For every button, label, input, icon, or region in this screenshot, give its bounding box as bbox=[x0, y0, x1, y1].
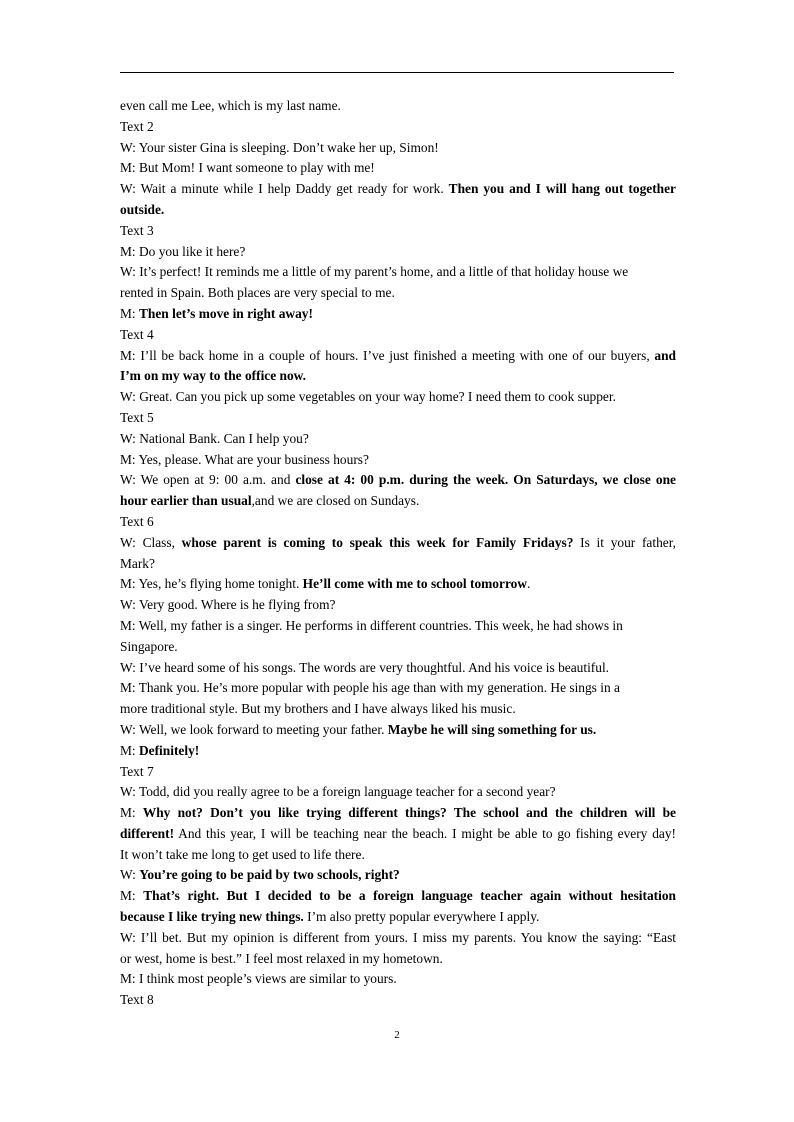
transcript-line bbox=[120, 699, 676, 720]
text-run: M: bbox=[120, 305, 139, 321]
text-run: W: National Bank. Can I help you? bbox=[120, 430, 309, 446]
transcript-line bbox=[120, 242, 676, 263]
transcript-line bbox=[120, 117, 676, 138]
text-run: M: Do you like it here? bbox=[120, 243, 246, 259]
transcript-line bbox=[120, 366, 676, 387]
bold-text: He’ll come with me to school tomorrow bbox=[302, 576, 528, 592]
transcript-line bbox=[120, 741, 676, 762]
text-run: I’m also pretty popular everywhere I apply. bbox=[303, 909, 540, 925]
transcript-line bbox=[120, 824, 676, 845]
transcript-line bbox=[120, 96, 676, 117]
text-run: M: I’ll be back home in a couple of hours. I’ve just finished a meeting with one of our buyers, bbox=[120, 347, 655, 363]
text-run: even call me Lee, which is my last name. bbox=[120, 98, 341, 113]
text-run: Text 6 bbox=[120, 513, 154, 529]
bold-text: close at 4: 00 p.m. during the week. On Saturdays, we close one bbox=[295, 472, 676, 488]
text-run: W: Great. Can you pick up some vegetables on your way home? I need them to cook supper. bbox=[120, 389, 616, 405]
transcript-line bbox=[120, 949, 676, 970]
bold-text: Then let’s move in right away! bbox=[138, 305, 313, 321]
bold-text: different! bbox=[120, 825, 175, 841]
transcript-line bbox=[120, 554, 676, 575]
text-run: M: I think most people’s views are similar to yours. bbox=[120, 971, 397, 987]
text-run: Text 2 bbox=[120, 118, 154, 134]
bold-text: outside. bbox=[120, 201, 165, 217]
text-run: Text 4 bbox=[120, 326, 154, 342]
bold-text: Maybe he will sing something for us. bbox=[387, 721, 597, 737]
transcript-line bbox=[120, 533, 676, 554]
transcript-line bbox=[120, 865, 676, 886]
bold-text: Why not? Don’t you like trying different things? The school and the children will be bbox=[142, 805, 677, 821]
transcript-line bbox=[120, 450, 676, 471]
text-run: M: But Mom! I want someone to play with me! bbox=[120, 160, 375, 176]
bold-text: hour earlier than usual bbox=[120, 493, 252, 509]
bold-text: You’re going to be paid by two schools, right? bbox=[139, 867, 400, 883]
header-rule bbox=[120, 72, 674, 73]
text-run: M: bbox=[120, 805, 143, 821]
transcript-line bbox=[120, 762, 676, 783]
transcript-line bbox=[120, 138, 676, 159]
transcript-line bbox=[120, 429, 676, 450]
transcript-line bbox=[120, 346, 676, 367]
text-run: more traditional style. But my brothers and I have always liked his music. bbox=[120, 701, 516, 717]
transcript-line bbox=[120, 658, 676, 679]
text-run: M: Yes, please. What are your business hours? bbox=[120, 451, 369, 467]
transcript-line bbox=[120, 512, 676, 533]
text-run: Text 5 bbox=[120, 409, 154, 425]
text-run: W: Well, we look forward to meeting your father. bbox=[120, 721, 388, 737]
transcript-line bbox=[120, 678, 676, 699]
text-run: Text 3 bbox=[120, 222, 154, 238]
text-run: ,and we are closed on Sundays. bbox=[251, 493, 420, 509]
transcript-body bbox=[120, 96, 676, 1011]
bold-text: Then you and I will hang out together bbox=[448, 181, 676, 197]
bold-text: and bbox=[654, 347, 676, 363]
text-run: Mark? bbox=[120, 555, 155, 571]
text-run: Text 8 bbox=[120, 992, 154, 1008]
text-run: And this year, I will be teaching near the beach. I might be able to go fishing every day! bbox=[174, 825, 676, 841]
text-run: W: Your sister Gina is sleeping. Don’t wake her up, Simon! bbox=[120, 139, 439, 155]
transcript-line bbox=[120, 221, 676, 242]
transcript-line bbox=[120, 637, 676, 658]
transcript-line bbox=[120, 491, 676, 512]
bold-text: whose parent is coming to speak this week for Family Fridays? bbox=[181, 534, 574, 550]
transcript-line bbox=[120, 616, 676, 637]
transcript-line bbox=[120, 845, 676, 866]
transcript-line bbox=[120, 408, 676, 429]
transcript-line bbox=[120, 907, 676, 928]
text-run: M: Well, my father is a singer. He performs in different countries. This week, he had shows in bbox=[120, 617, 623, 633]
text-run: Text 7 bbox=[120, 763, 154, 779]
transcript-line bbox=[120, 720, 676, 741]
bold-text: I’m on my way to the office now. bbox=[120, 368, 306, 384]
text-run: W: Very good. Where is he flying from? bbox=[120, 597, 336, 613]
text-run: or west, home is best.” I feel most relaxed in my hometown. bbox=[120, 950, 443, 966]
transcript-line bbox=[120, 325, 676, 346]
transcript-line bbox=[120, 969, 676, 990]
text-run: W: Todd, did you really agree to be a foreign language teacher for a second year? bbox=[120, 784, 556, 800]
bold-text: That’s right. But I decided to be a foreign language teacher again without hesitation bbox=[143, 888, 676, 904]
text-run: It won’t take me long to get used to life there. bbox=[120, 846, 365, 862]
transcript-line bbox=[120, 595, 676, 616]
text-run: W: We open at 9: 00 a.m. and bbox=[120, 472, 296, 488]
transcript-line bbox=[120, 179, 676, 200]
text-run: W: It’s perfect! It reminds me a little of my parent’s home, and a little of that holiday house we bbox=[120, 264, 629, 280]
text-run: W: Wait a minute while I help Daddy get ready for work. bbox=[120, 181, 449, 197]
text-run: W: bbox=[120, 867, 140, 883]
transcript-line bbox=[120, 886, 676, 907]
transcript-line bbox=[120, 200, 676, 221]
text-run: . bbox=[527, 576, 531, 592]
text-run: M: Thank you. He’s more popular with people his age than with my generation. He sings in a bbox=[120, 680, 620, 696]
text-run: W: I’ve heard some of his songs. The words are very thoughtful. And his voice is beautiful. bbox=[120, 659, 610, 675]
text-run: Singapore. bbox=[120, 638, 178, 654]
transcript-line bbox=[120, 283, 676, 304]
text-run: W: Class, bbox=[120, 534, 182, 550]
transcript-line bbox=[120, 574, 676, 595]
text-run: M: Yes, he’s flying home tonight. bbox=[120, 576, 303, 592]
transcript-line bbox=[120, 158, 676, 179]
bold-text: because I like trying new things. bbox=[120, 909, 304, 925]
transcript-line bbox=[120, 803, 676, 824]
text-run: Is it your father, bbox=[573, 534, 676, 550]
transcript-line bbox=[120, 387, 676, 408]
transcript-line bbox=[120, 262, 676, 283]
text-run: W: I’ll bet. But my opinion is different from yours. I miss my parents. You know the saying: “East bbox=[120, 929, 676, 945]
transcript-line bbox=[120, 470, 676, 491]
transcript-line bbox=[120, 782, 676, 803]
text-run: M: bbox=[120, 888, 144, 904]
bold-text: Definitely! bbox=[138, 742, 200, 758]
page-number: 2 bbox=[394, 1029, 400, 1041]
text-run: rented in Spain. Both places are very special to me. bbox=[120, 285, 395, 301]
transcript-line bbox=[120, 990, 676, 1011]
text-run: M: bbox=[120, 742, 139, 758]
transcript-line bbox=[120, 304, 676, 325]
transcript-line bbox=[120, 928, 676, 949]
